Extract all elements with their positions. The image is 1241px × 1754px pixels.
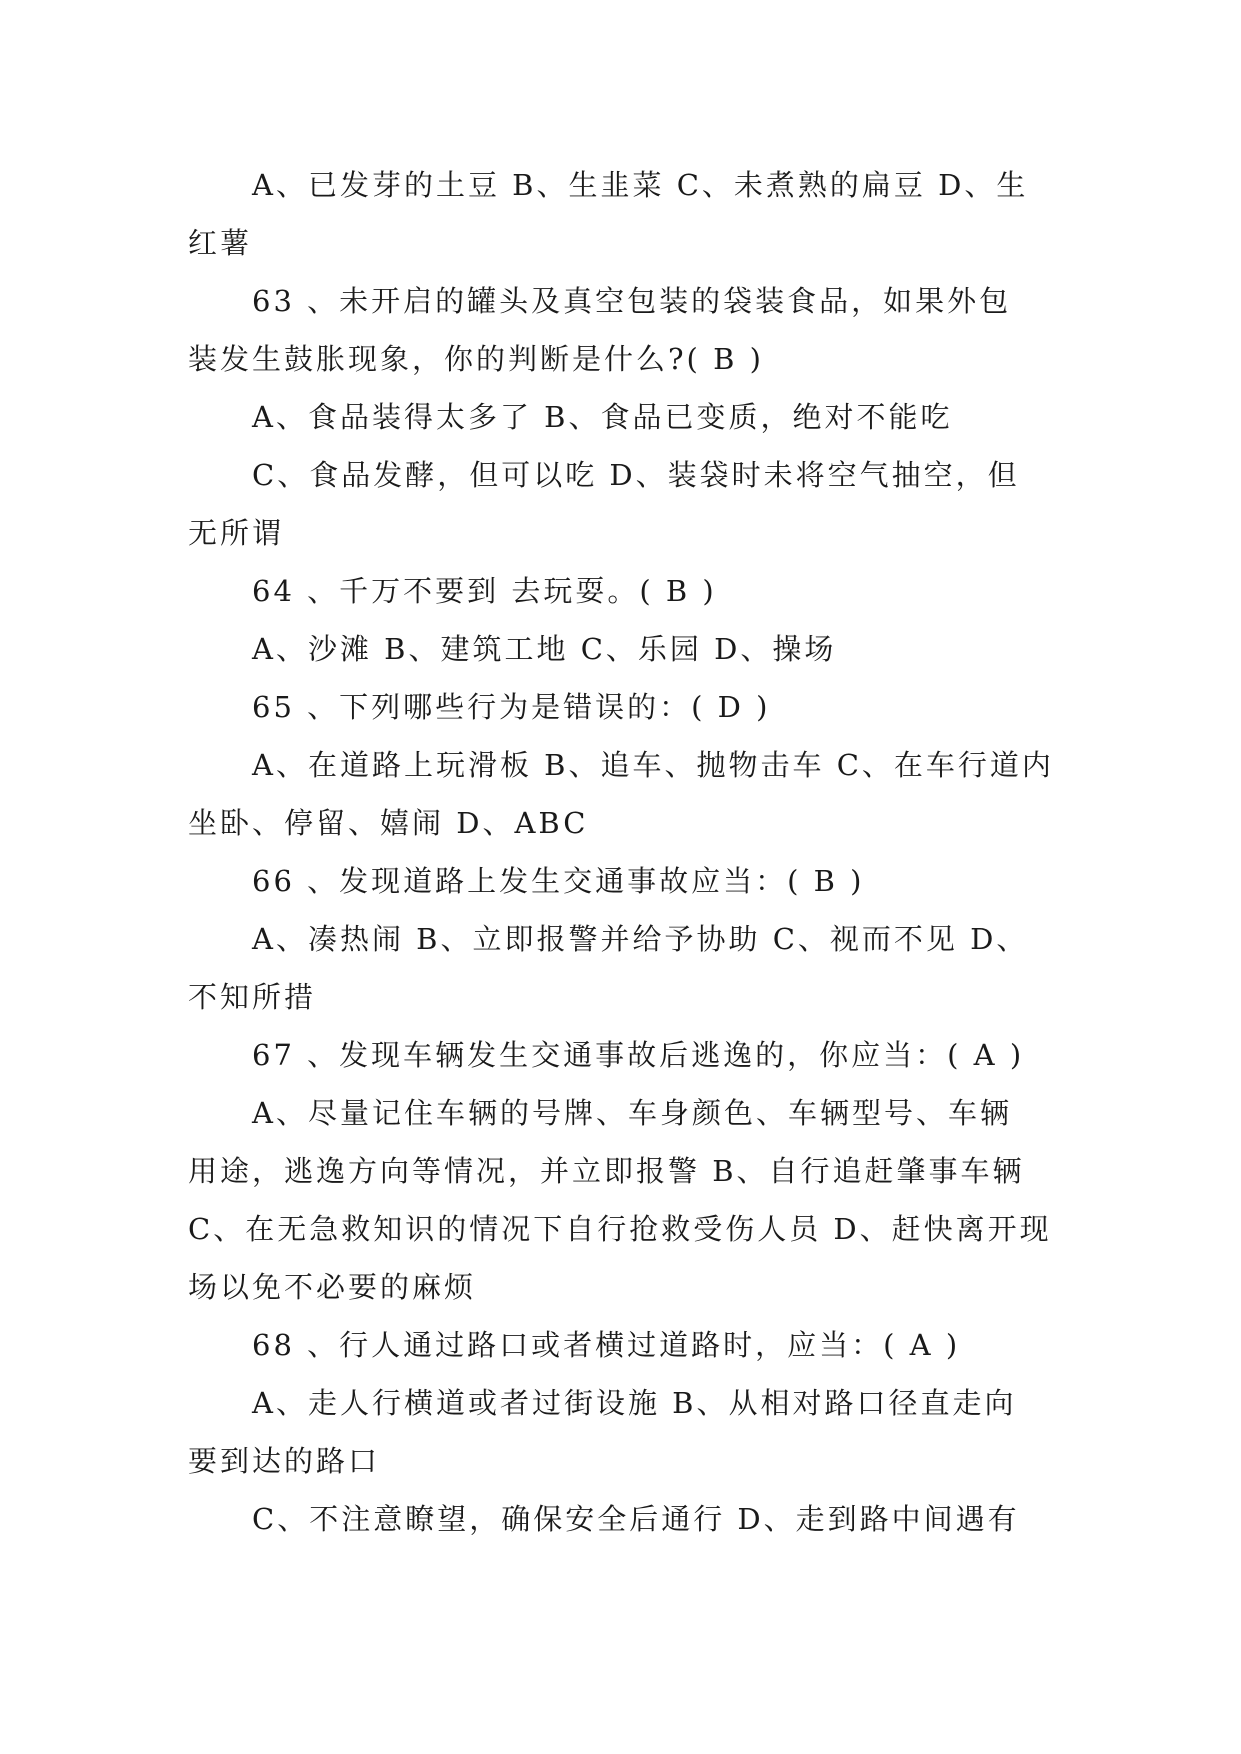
text-line: 不知所措 (188, 980, 317, 1014)
options-line: A、尽量记住车辆的号牌、车身颜色、车辆型号、车辆 (252, 1096, 1012, 1130)
options-line: A、走人行横道或者过街设施 B、从相对路口径直走向 (252, 1386, 1017, 1420)
document-body (188, 156, 1068, 1548)
options-line: C、不注意瞭望，确保安全后通行 D、走到路中间遇有 (252, 1502, 1020, 1536)
options-line: A、食品装得太多了 B、食品已变质，绝对不能吃 (252, 400, 953, 434)
text-line: A、已发芽的土豆 B、生韭菜 C、未煮熟的扁豆 D、生 (252, 168, 1029, 202)
question-67: 67 、发现车辆发生交通事故后逃逸的，你应当：( A ) (252, 1038, 1025, 1072)
question-65: 65 、下列哪些行为是错误的：( D ) (252, 690, 771, 724)
text-line: 场以免不必要的麻烦 (188, 1270, 477, 1304)
text-line: 坐卧、停留、嬉闹 D、ABC (188, 806, 589, 840)
text-line: 装发生鼓胀现象，你的判断是什么?( B ) (188, 342, 764, 376)
options-line: A、沙滩 B、建筑工地 C、乐园 D、操场 (252, 632, 837, 666)
options-line: A、在道路上玩滑板 B、追车、抛物击车 C、在车行道内 (252, 748, 1054, 782)
question-64: 64 、千万不要到 去玩耍。( B ) (252, 574, 717, 608)
text-line: 要到达的路口 (188, 1444, 381, 1478)
text-line: 用途，逃逸方向等情况，并立即报警 B、自行追赶肇事车辆 (188, 1154, 1025, 1188)
question-68: 68 、行人通过路口或者横过道路时，应当：( A ) (252, 1328, 961, 1362)
question-66: 66 、发现道路上发生交通事故应当：( B ) (252, 864, 865, 898)
question-63: 63 、未开启的罐头及真空包装的袋装食品，如果外包 (252, 284, 1012, 318)
options-line: C、食品发酵，但可以吃 D、装袋时未将空气抽空，但 (252, 458, 1020, 492)
text-line: 红薯 (188, 226, 253, 260)
text-line: 无所谓 (188, 516, 285, 550)
options-line: A、凑热闹 B、立即报警并给予协助 C、视而不见 D、 (252, 922, 1029, 956)
text-line: C、在无急救知识的情况下自行抢救受伤人员 D、赶快离开现 (188, 1212, 1052, 1246)
